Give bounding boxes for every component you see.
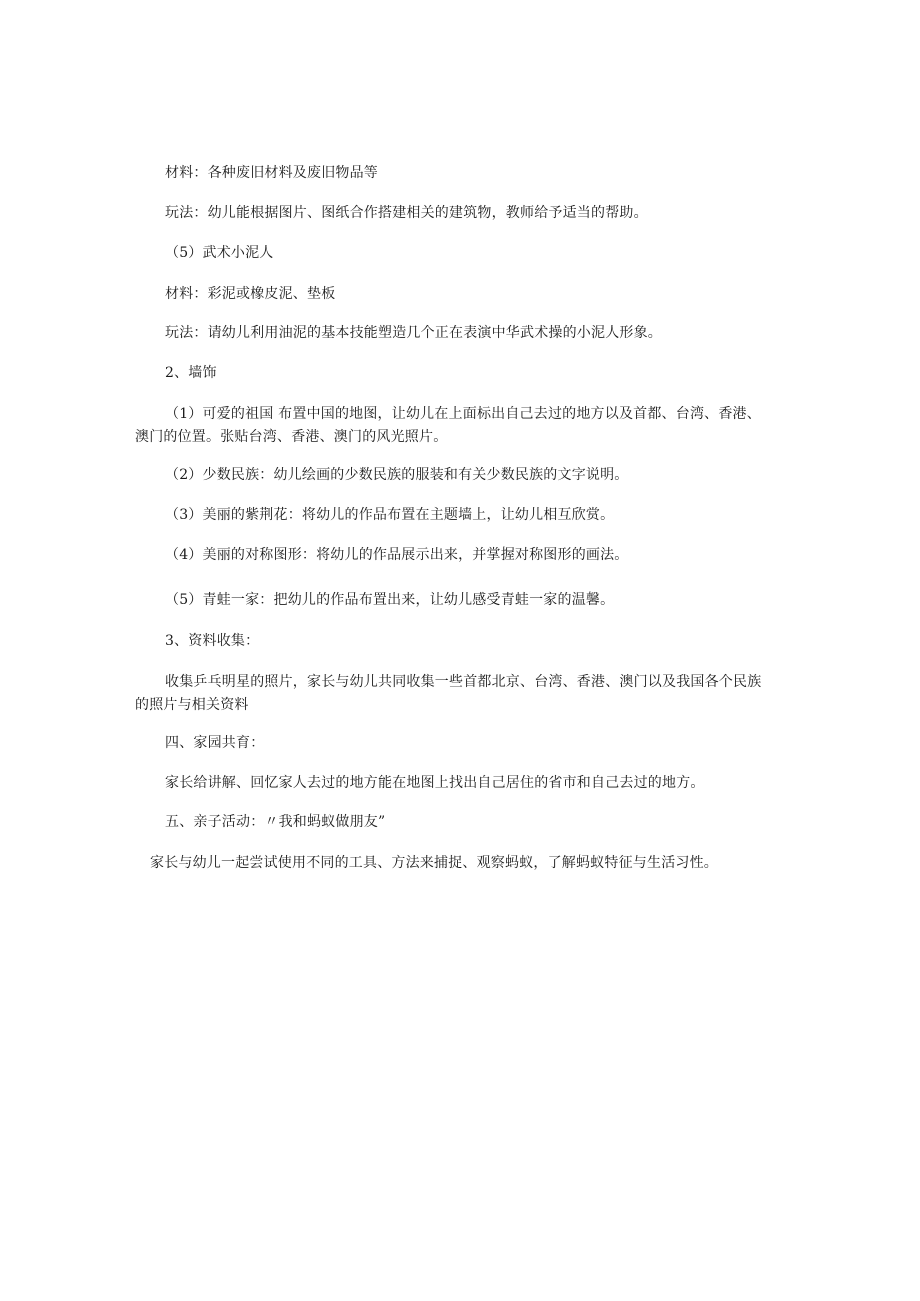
parent-child-paragraph: 家长与幼儿一起尝试使用不同的工具、方法来捕捉、观察蚂蚁，了解蚂蚁特征与生活习性。 [150,855,718,871]
materials-line-1: 材料：各种废旧材料及废旧物品等 [165,165,378,181]
materials-line-2: 材料：彩泥或橡皮泥、垫板 [165,286,336,302]
wall-decor-item-1-line-1: （1）可爱的祖国 布置中国的地图，让幼儿在上面标出自己去过的地方以及首都、台湾、香港、 [165,406,761,422]
section-heading-parent-child: 五、亲子活动：〃我和蚂蚁做朋友” [165,814,386,830]
item-heading-martial-arts-clay: （5）武术小泥人 [165,245,274,261]
play-method-line-2: 玩法：请幼儿利用油泥的基本技能塑造几个正在表演中华武术操的小泥人形象。 [165,325,662,341]
collection-paragraph-line-2: 的照片与相关资料 [135,697,249,713]
section-heading-home-school: 四、家园共育： [165,735,265,751]
collection-paragraph-line-1: 收集乒乓明星的照片，家长与幼儿共同收集一些首都北京、台湾、香港、澳门以及我国各个民族 [165,674,762,690]
wall-decor-item-5: （5）青蛙一家：把幼儿的作品布置出来，让幼儿感受青蛙一家的温馨。 [165,592,615,608]
wall-decor-item-1-line-2: 澳门的位置。张贴台湾、香港、澳门的风光照片。 [135,429,448,445]
section-heading-material-collection: 3、资料收集： [165,633,260,649]
play-method-line-1: 玩法：幼儿能根据图片、图纸合作搭建相关的建筑物，教师给予适当的帮助。 [165,205,648,221]
section-heading-wall-decor: 2、墙饰 [165,365,217,381]
wall-decor-item-4: （4）美丽的对称图形：将幼儿的作品展示出来，并掌握对称图形的画法。 [165,547,629,563]
wall-decor-item-3: （3）美丽的紫荆花：将幼儿的作品布置在主题墙上，让幼儿相互欣赏。 [165,507,615,523]
wall-decor-item-2: （2）少数民族：幼儿绘画的少数民族的服装和有关少数民族的文字说明。 [165,467,629,483]
home-school-paragraph: 家长给讲解、回忆家人去过的地方能在地图上找出自己居住的省市和自己去过的地方。 [165,775,705,791]
